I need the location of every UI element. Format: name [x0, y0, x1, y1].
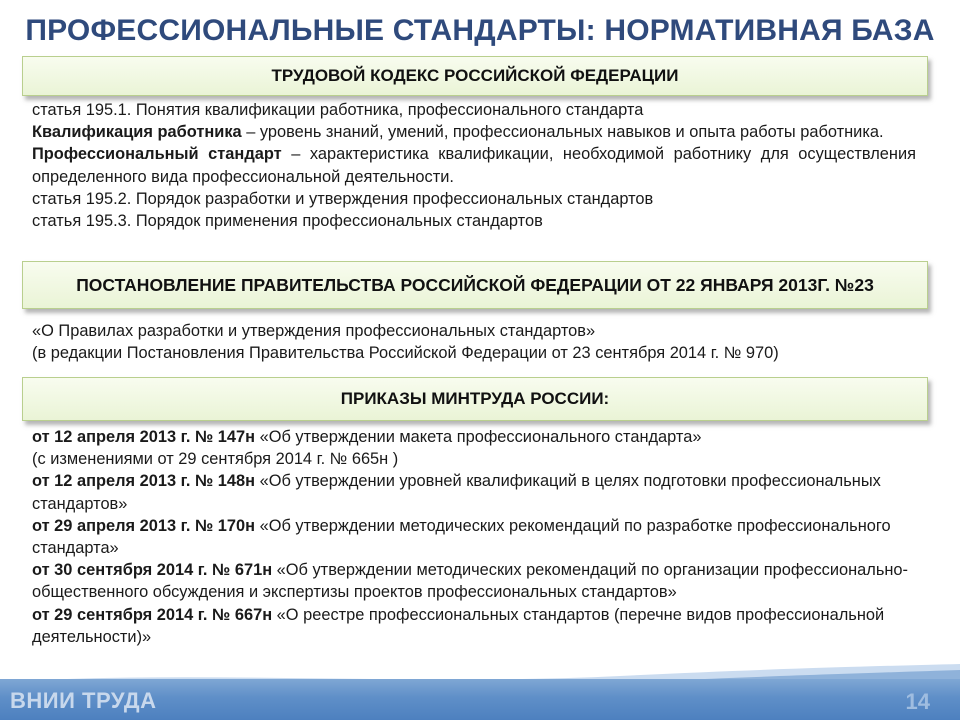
slide-title: ПРОФЕССИОНАЛЬНЫЕ СТАНДАРТЫ: НОРМАТИВНАЯ БАЗА: [25, 14, 935, 47]
mintrud-orders-header: [22, 377, 928, 421]
order-ref: от 29 сентября 2014 г. № 667н: [32, 605, 273, 624]
order-item: [32, 470, 916, 514]
qualification-term: Квалификация работника: [32, 123, 242, 142]
order-item: [32, 426, 916, 448]
order-ref: от 29 апреля 2013 г. № 170н: [32, 516, 256, 535]
government-decree-text: [32, 320, 916, 364]
qualification-def: – уровень знаний, умений, профессиональных навыков и опыта работы работника.: [241, 123, 884, 142]
labor-code-text: [32, 99, 916, 232]
labor-code-header-label: ТРУДОВОЙ КОДЕКС РОССИЙСКОЙ ФЕДЕРАЦИИ: [271, 66, 679, 85]
order-text: (с изменениями от 29 сентября 2014 г. № 665н ): [32, 450, 399, 469]
order-ref: от 12 апреля 2013 г. № 148н: [32, 472, 256, 491]
government-decree-header-label: ПОСТАНОВЛЕНИЕ ПРАВИТЕЛЬСТВА РОССИЙСКОЙ ФЕДЕРАЦИИ ОТ 22 ЯНВАРЯ 2013Г. №23: [76, 274, 874, 295]
order-amendment: [32, 448, 916, 470]
order-item: [32, 604, 916, 648]
decree-edition: (в редакции Постановления Правительства Российской Федерации от 23 сентября 2014 г. № 970): [32, 344, 779, 363]
order-text: «Об утверждении методических рекомендаций по организации профессионально-общественного обсуждения и экспертизы проектов профессиональных стандартов»: [32, 561, 909, 602]
mintrud-orders-list: [32, 426, 916, 648]
decree-title: «О Правилах разработки и утверждения профессиональных стандартов»: [32, 322, 596, 340]
order-text: «Об утверждении уровней квалификаций в целях подготовки профессиональных стандартов»: [32, 472, 881, 513]
article-195-1: статья 195.1. Понятия квалификации работника, профессионального стандарта: [32, 101, 644, 119]
standard-def: – характеристика квалификации, необходимой работнику для осуществления определенного вида профессиональной деятельности.: [32, 145, 916, 186]
qualification-definition: [32, 121, 916, 143]
order-ref: от 30 сентября 2014 г. № 671н: [32, 561, 273, 580]
article-195-2: статья 195.2. Порядок разработки и утверждения профессиональных стандартов: [32, 189, 654, 208]
order-text: «О реестре профессиональных стандартов (перечне видов профессиональной деятельности)»: [32, 605, 885, 646]
government-decree-header: [22, 261, 928, 309]
article-195-3: статья 195.3. Порядок применения профессиональных стандартов: [32, 212, 543, 231]
order-ref: от 12 апреля 2013 г. № 147н: [32, 428, 256, 446]
mintrud-orders-header-label: ПРИКАЗЫ МИНТРУДА РОССИИ:: [340, 389, 610, 408]
standard-definition: [32, 143, 916, 187]
order-text: «Об утверждении макета профессионального стандарта»: [255, 428, 702, 446]
labor-code-header: [22, 56, 928, 96]
order-item: [32, 515, 916, 559]
page-number: 14: [905, 689, 930, 714]
standard-term: Профессиональный стандарт: [32, 145, 282, 164]
order-text: «Об утверждении методических рекомендаций по разработке профессионального стандарта»: [32, 516, 891, 558]
footer-org-label: ВНИИ ТРУДА: [10, 688, 157, 713]
order-item: [32, 559, 916, 603]
